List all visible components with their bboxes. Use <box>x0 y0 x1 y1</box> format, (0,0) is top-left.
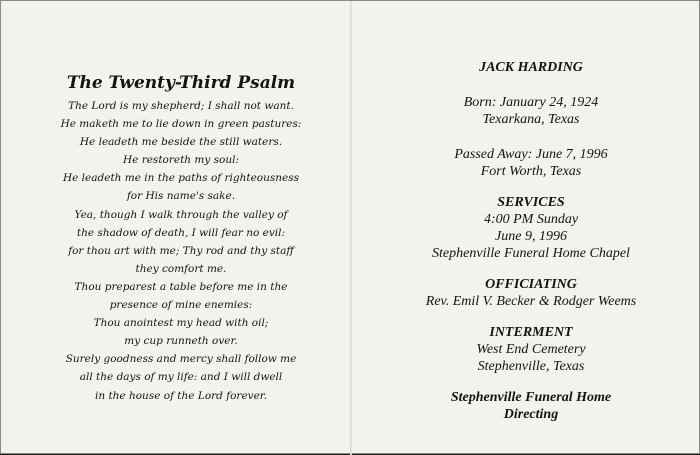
psalm-line: He leadeth me in the paths of righteousness <box>62 172 300 185</box>
psalm-line: the shadow of death, I will fear no evil: <box>76 226 286 239</box>
psalm-line: they comfort me. <box>135 262 227 275</box>
born-place: Texarkana, Texas <box>482 112 580 127</box>
services-time: 4:00 PM Sunday <box>483 212 579 227</box>
psalm-line: my cup runneth over. <box>124 335 238 348</box>
directing-label: Directing <box>503 407 559 422</box>
cemetery-place: Stephenville, Texas <box>477 359 585 374</box>
services-date: June 9, 1996 <box>495 229 567 244</box>
psalm-title: The Twenty-Third Psalm <box>66 73 296 93</box>
psalm-line: Thou anointest my head with oil; <box>93 317 269 330</box>
passed-date: Passed Away: June 7, 1996 <box>454 147 608 162</box>
psalm-line: The Lord is my shepherd; I shall not want. <box>68 100 294 112</box>
psalm-line: Surely goodness and mercy shall follow me <box>65 353 297 366</box>
psalm-line: presence of mine enemies: <box>109 299 253 312</box>
interment-heading: INTERMENT <box>489 325 573 340</box>
deceased-name: JACK HARDING <box>479 60 583 75</box>
officiants: Rev. Emil V. Becker & Rodger Weems <box>425 294 637 309</box>
psalm-panel <box>21 71 341 405</box>
cemetery-name: West End Cemetery <box>476 342 586 357</box>
services-heading: SERVICES <box>497 195 565 210</box>
program-panel <box>381 59 681 423</box>
psalm-line: He maketh me to lie down in green pastures: <box>60 118 302 131</box>
passed-place: Fort Worth, Texas <box>480 164 582 179</box>
psalm-line: for thou art with me; Thy rod and thy staff <box>68 244 294 257</box>
funeral-home: Stephenville Funeral Home <box>450 390 612 405</box>
psalm-line: Thou preparest a table before me in the <box>74 280 288 293</box>
center-fold <box>350 1 352 455</box>
psalm-line: He leadeth me beside the still waters. <box>79 136 283 149</box>
psalm-line: Yea, though I walk through the valley of <box>74 208 288 221</box>
psalm-line: in the house of the Lord forever. <box>94 389 268 402</box>
psalm-line: He restoreth my soul: <box>122 154 240 167</box>
officiating-heading: OFFICIATING <box>485 277 577 292</box>
services-place: Stephenville Funeral Home Chapel <box>432 246 630 261</box>
psalm-line: for His name's sake. <box>126 190 236 203</box>
born-date: Born: January 24, 1924 <box>463 95 599 110</box>
psalm-line: all the days of my life: and I will dwell <box>79 371 283 384</box>
